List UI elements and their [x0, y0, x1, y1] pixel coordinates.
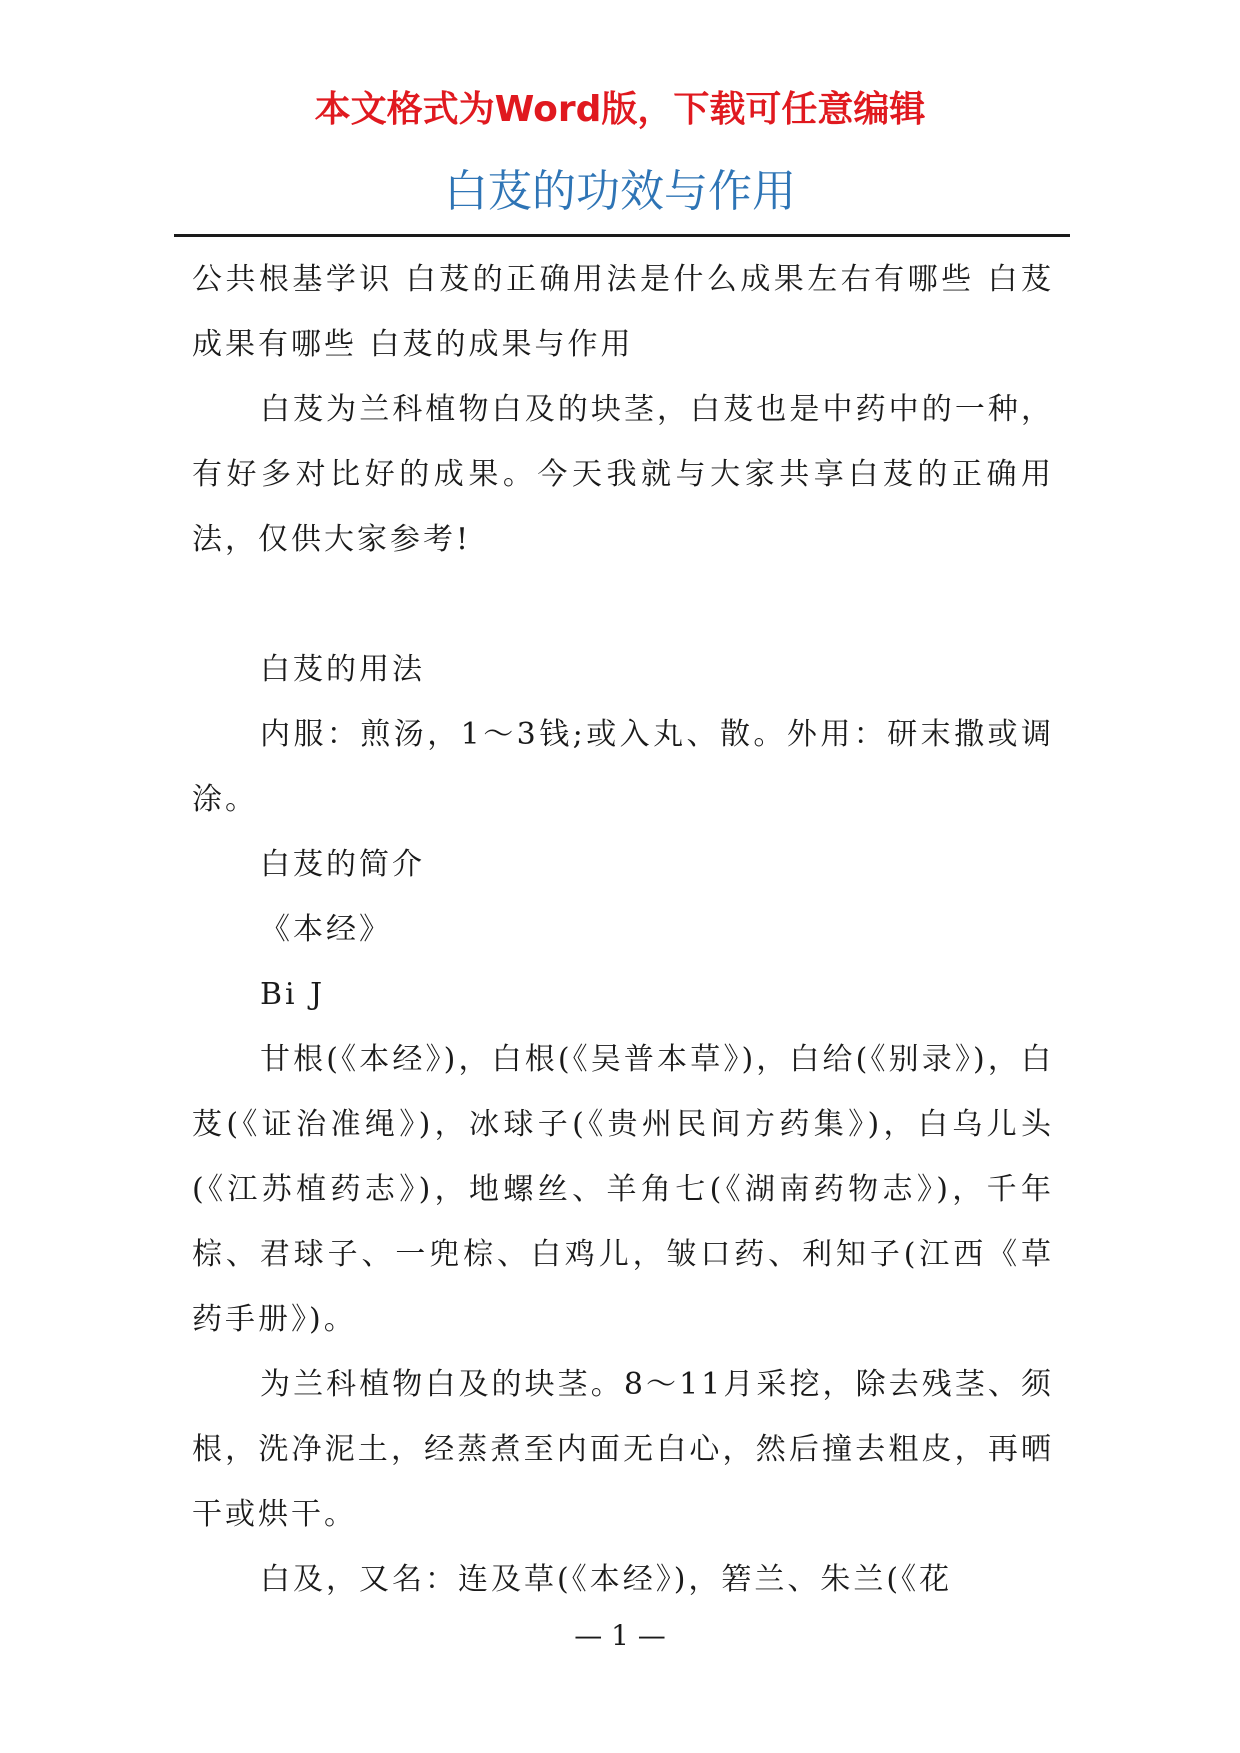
title-divider [174, 234, 1070, 237]
keywords-paragraph: 公共根基学识 白芨的正确用法是什么成果左右有哪些 白芨成果有哪些 白芨的成果与作用 [192, 262, 1054, 362]
usage-heading: 白芨的用法 [260, 652, 425, 687]
document-title: 白芨的功效与作用 [444, 166, 796, 217]
page-number: — 1 — [574, 1619, 666, 1652]
document-body [192, 247, 1054, 1612]
intro-heading: 白芨的简介 [260, 847, 425, 882]
word-format-banner: 本文格式为Word版，下载可任意编辑 [314, 89, 926, 130]
harvest-paragraph: 为兰科植物白及的块茎。8～11月采挖，除去残茎、须根，洗净泥土，经蒸煮至内面无白心，然后撞去粗皮，再晒干或烘干。 [192, 1367, 1054, 1532]
usage-paragraph: 内服：煎汤，1～3钱;或入丸、散。外用：研末撒或调涂。 [192, 717, 1054, 817]
blank-line [192, 572, 1054, 637]
other-names-paragraph: 白及，又名：连及草(《本经》)，箬兰、朱兰(《花 [260, 1562, 953, 1597]
pinyin-line: Bi J [260, 977, 326, 1012]
aliases-paragraph: 甘根(《本经》)，白根(《吴普本草》)，白给(《别录》)，白芨(《证治准绳》)，冰球子(《贵州民间方药集》)，白乌儿头(《江苏植药志》)，地螺丝、羊角七(《湖南药物志》)，千年棕、君球子、一兜棕、白鸡儿，皱口药、利知子(江西《草药手册》)。 [192, 1042, 1054, 1337]
source-line: 《本经》 [260, 912, 392, 947]
intro-paragraph: 白芨为兰科植物白及的块茎，白芨也是中药中的一种，有好多对比好的成果。今天我就与大家共享白芨的正确用法，仅供大家参考! [192, 392, 1054, 557]
